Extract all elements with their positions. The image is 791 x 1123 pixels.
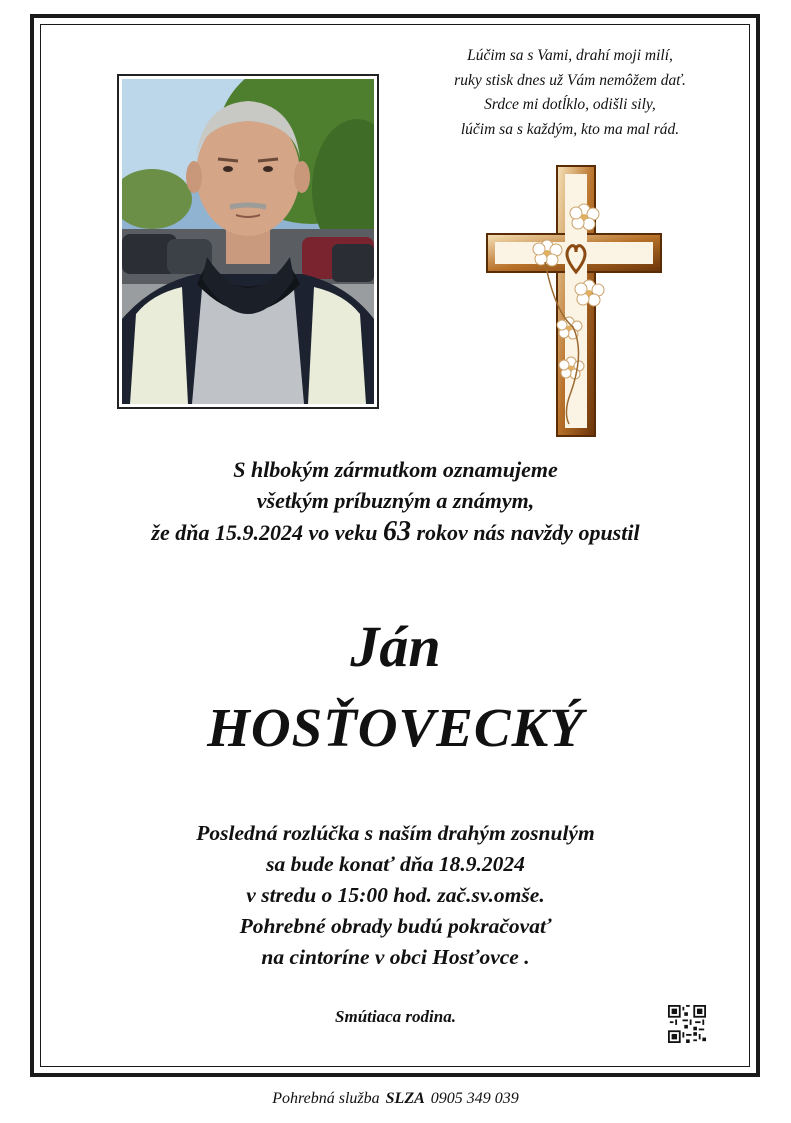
funeral-line: Pohrebné obrady budú pokračovať <box>239 914 552 938</box>
poem-line: Lúčim sa s Vami, drahí moji milí, <box>467 47 673 64</box>
farewell-poem <box>400 44 740 142</box>
age: 63 <box>383 516 411 547</box>
announcement-date-line <box>40 516 751 548</box>
family-signature: Smútiaca rodina. <box>335 1007 456 1026</box>
announcement-text: rokov nás navždy opustil <box>411 520 640 545</box>
footer-phone: 0905 349 039 <box>430 1090 519 1107</box>
funeral-line: na cintoríne v obci Hosťovce . <box>261 945 530 969</box>
announcement-line: všetkým príbuzným a známym, <box>256 488 535 513</box>
portrait-photo <box>122 79 374 404</box>
poem-line: Srdce mi dotĺklo, odišli sily, <box>484 96 656 113</box>
qr-code-icon[interactable] <box>668 1005 706 1043</box>
funeral-details <box>40 818 751 973</box>
funeral-line: Posledná rozlúčka s naším drahým zosnulým <box>196 821 595 845</box>
footer-prefix: Pohrebná služba <box>272 1090 380 1107</box>
announcement-line: S hlbokým zármutkom oznamujeme <box>233 457 558 482</box>
death-announcement <box>40 454 751 548</box>
poem-line: ruky stisk dnes už Vám nemôžem dať. <box>454 71 686 89</box>
poem-line: lúčim sa s každým, kto ma mal rád. <box>460 120 680 138</box>
announcement-text: že dňa 15.9.2024 vo veku <box>151 520 383 545</box>
deceased-surname: HOSŤOVECKÝ <box>207 697 584 758</box>
portrait-photo-frame <box>117 74 379 409</box>
funeral-line: sa bude konať dňa 18.9.2024 <box>266 852 525 876</box>
funeral-service-footer <box>0 1090 791 1108</box>
footer-brand: SLZA <box>385 1090 425 1107</box>
ornamental-cross-icon <box>485 162 663 438</box>
funeral-line: v stredu o 15:00 hod. zač.sv.omše. <box>246 883 545 907</box>
deceased-first-name: Ján <box>350 614 441 679</box>
